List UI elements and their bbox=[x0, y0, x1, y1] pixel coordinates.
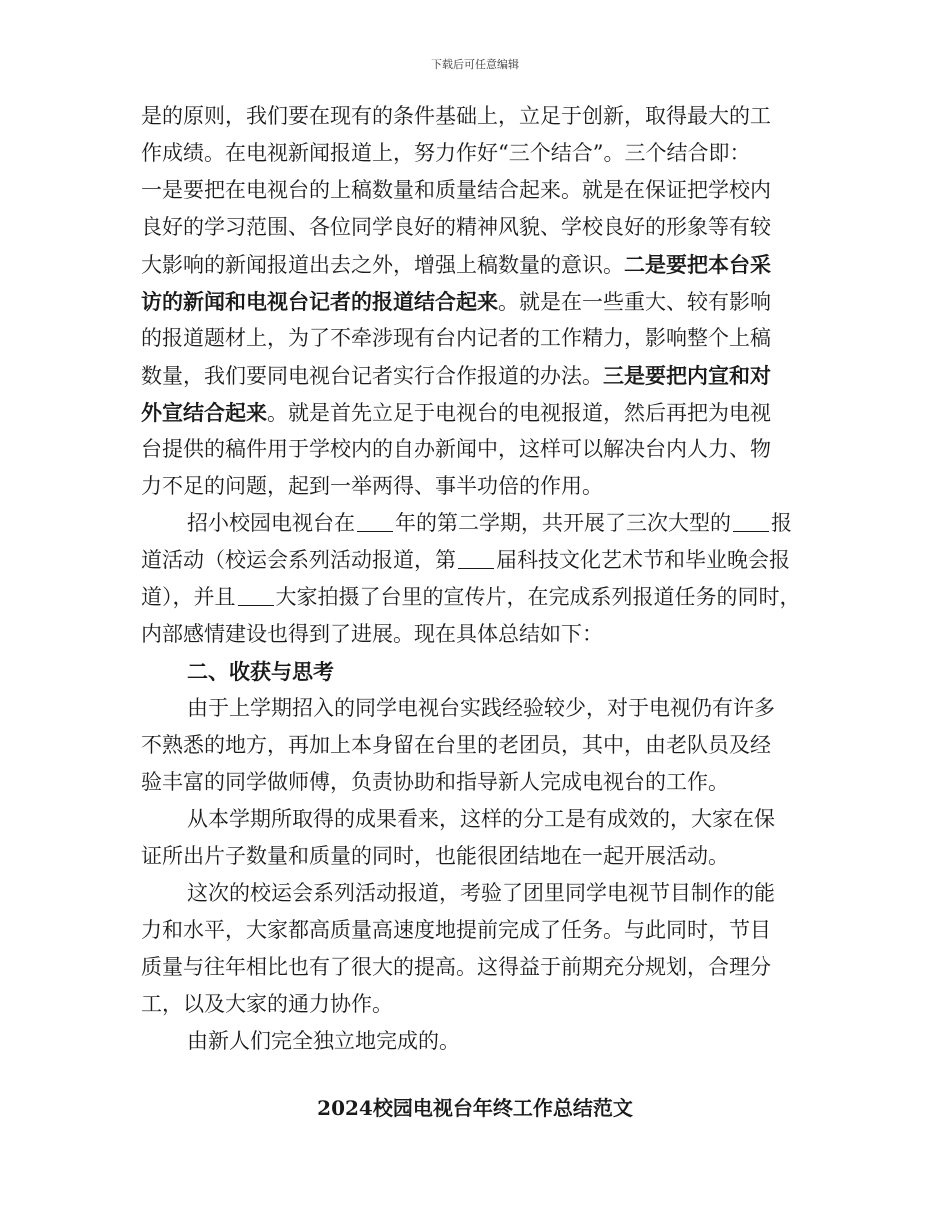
text-line: 是的原则，我们要在现有的条件基础上，立足于创新，取得最大的工 bbox=[141, 104, 771, 128]
text-line: 内部感情建设也得到了进展。现在具体总结如下： bbox=[141, 622, 603, 646]
text-line: 道活动（校运会系列活动报道，第 届科技文化艺术节和毕业晚会报 bbox=[141, 548, 790, 572]
text-line: 力和水平，大家都高质量高速度地提前完成了任务。与此同时，节目 bbox=[141, 918, 771, 942]
text-line: 数量，我们要同电视台记者实行合作报道的办法。三是要把内宣和对 bbox=[141, 363, 771, 388]
document-body bbox=[141, 98, 831, 1060]
text-line: 良好的学习范围、各位同学良好的精神风貌、学校良好的形象等有较 bbox=[141, 215, 771, 239]
text-line: 这次的校运会系列活动报道，考验了团里同学电视节目制作的能 bbox=[187, 881, 775, 905]
text-line: 不熟悉的地方，再加上本身留在台里的老团员，其中，由老队员及经 bbox=[141, 733, 771, 757]
blank-underline bbox=[238, 583, 274, 606]
text-line: 台提供的稿件用于学校内的自办新闻中，这样可以解决台内人力、物 bbox=[141, 437, 771, 461]
document-title: 2024校园电视台年终工作总结范文 bbox=[317, 1096, 633, 1120]
blank-underline bbox=[357, 509, 393, 532]
text-line: 一是要把在电视台的上稿数量和质量结合起来。就是在保证把学校内 bbox=[141, 178, 771, 202]
blank-underline bbox=[733, 509, 769, 532]
text-line: 工，以及大家的通力协作。 bbox=[141, 992, 393, 1016]
text-line: 大影响的新闻报道出去之外，增强上稿数量的意识。二是要把本台采 bbox=[141, 252, 771, 277]
page-header: 下载后可任意编辑 bbox=[431, 58, 519, 71]
text-line: 的报道题材上，为了不牵涉现有台内记者的工作精力，影响整个上稿 bbox=[141, 326, 771, 350]
text-line: 质量与往年相比也有了很大的提高。这得益于前期充分规划，合理分 bbox=[141, 955, 771, 979]
text-line: 验丰富的同学做师傅，负责协助和指导新人完成电视台的工作。 bbox=[141, 770, 729, 794]
blank-underline bbox=[458, 546, 494, 569]
text-line: 外宣结合起来。就是首先立足于电视台的电视报道，然后再把为电视 bbox=[141, 400, 771, 425]
text-line: 访的新闻和电视台记者的报道结合起来。就是在一些重大、较有影响 bbox=[141, 289, 771, 314]
text-line: 招小校园电视台在 年的第二学期，共开展了三次大型的 报 bbox=[187, 511, 792, 535]
text-line: 证所出片子数量和质量的同时，也能很团结地在一起开展活动。 bbox=[141, 844, 729, 868]
text-line: 由于上学期招入的同学电视台实践经验较少，对于电视仍有许多 bbox=[187, 696, 775, 720]
text-line: 道），并且 大家拍摄了台里的宣传片，在完成系列报道任务的同时， bbox=[141, 585, 801, 609]
text-line: 从本学期所取得的成果看来，这样的分工是有成效的，大家在保 bbox=[187, 807, 775, 831]
section-heading: 二、收获与思考 bbox=[187, 659, 334, 684]
text-line: 作成绩。在电视新闻报道上，努力作好“三个结合”。三个结合即： bbox=[141, 141, 751, 165]
text-line: 由新人们完全独立地完成的。 bbox=[187, 1029, 460, 1053]
text-line: 力不足的问题，起到一举两得、事半功倍的作用。 bbox=[141, 474, 603, 498]
